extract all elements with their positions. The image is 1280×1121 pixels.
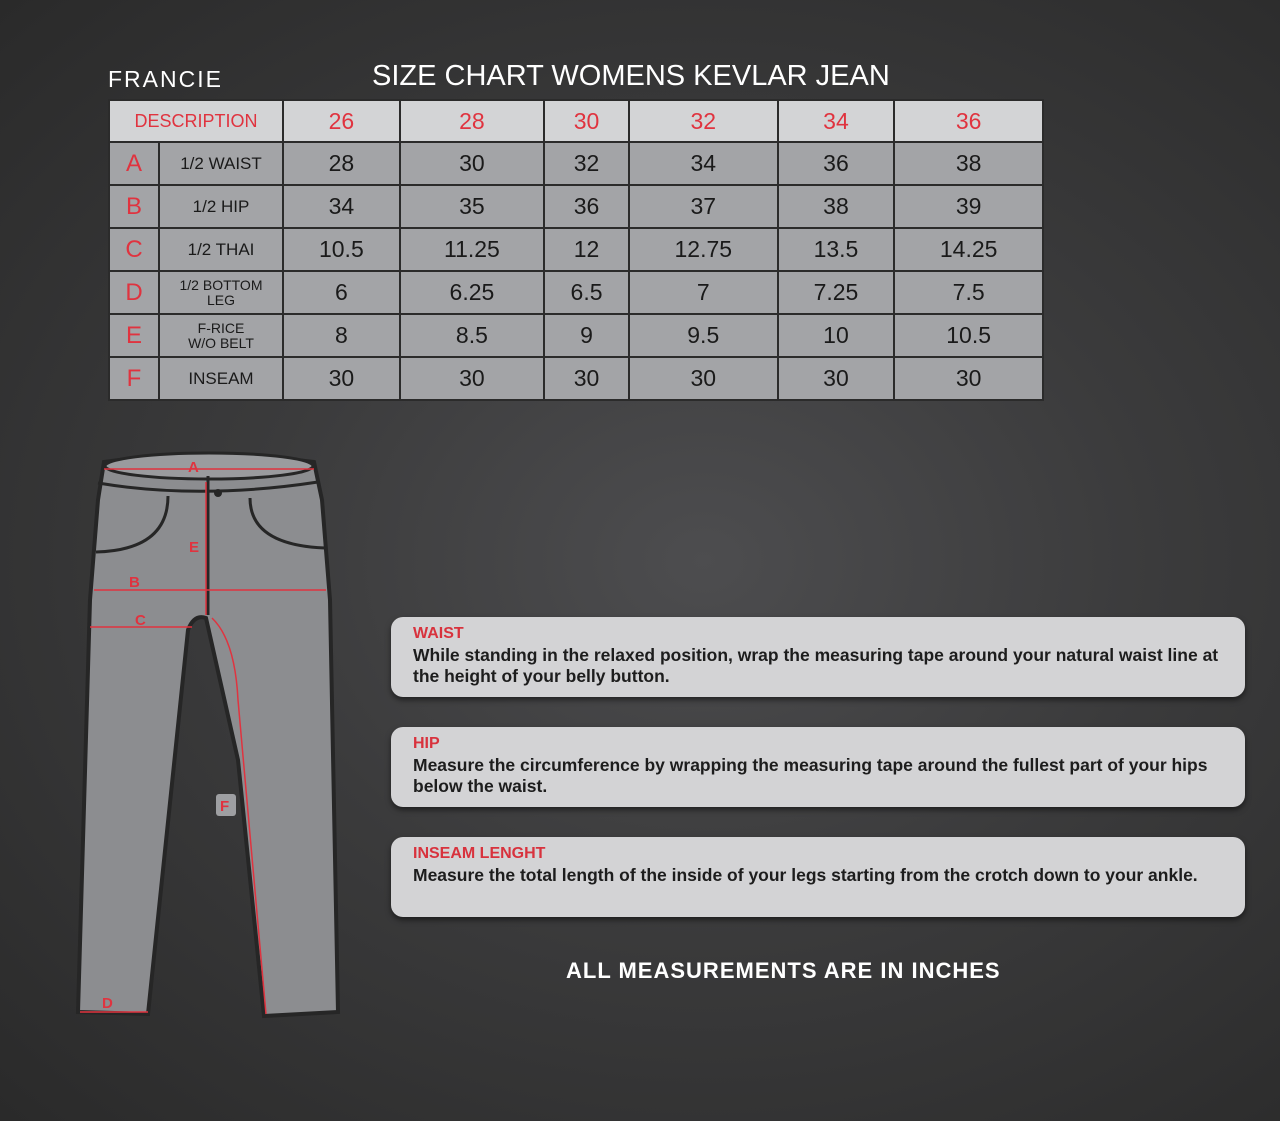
size-header: 36: [894, 100, 1043, 142]
info-text: Measure the total length of the inside of your legs starting from the crotch down to your ankle.: [413, 865, 1198, 885]
size-value-cell: 36: [544, 185, 629, 228]
size-value-cell: 14.25: [894, 228, 1043, 271]
label-e: E: [189, 539, 200, 556]
row-label: 1/2 WAIST: [159, 142, 283, 185]
row-label: INSEAM: [159, 357, 283, 400]
button-icon: [214, 489, 222, 497]
label-b: B: [129, 574, 140, 591]
size-value-cell: 28: [283, 142, 400, 185]
label-c: C: [135, 612, 146, 629]
row-label: 1/2 HIP: [159, 185, 283, 228]
size-value-cell: 30: [283, 357, 400, 400]
row-letter: E: [109, 314, 159, 357]
size-value-cell: 10.5: [283, 228, 400, 271]
label-a: A: [188, 459, 199, 476]
size-value-cell: 36: [778, 142, 895, 185]
size-value-cell: 10.5: [894, 314, 1043, 357]
info-text: While standing in the relaxed position, wrap the measuring tape around your natural waist line at the height of your belly button.: [413, 645, 1219, 686]
size-value-cell: 30: [778, 357, 895, 400]
row-label: F-RICE W/O BELT: [159, 314, 283, 357]
size-value-cell: 30: [629, 357, 778, 400]
size-value-cell: 7.25: [778, 271, 895, 314]
size-value-cell: 30: [400, 142, 544, 185]
row-label: 1/2 THAI: [159, 228, 283, 271]
row-letter: C: [109, 228, 159, 271]
info-box-inseam: [391, 837, 1245, 917]
size-value-cell: 11.25: [400, 228, 544, 271]
size-value-cell: 39: [894, 185, 1043, 228]
size-value-cell: 38: [778, 185, 895, 228]
row-letter: F: [109, 357, 159, 400]
size-value-cell: 8: [283, 314, 400, 357]
size-value-cell: 6: [283, 271, 400, 314]
size-value-cell: 6.25: [400, 271, 544, 314]
info-title: WAIST: [413, 625, 464, 642]
waistband: [105, 453, 313, 479]
brand-logo: FRANCIE: [108, 66, 223, 92]
size-value-cell: 13.5: [778, 228, 895, 271]
size-header: 28: [400, 100, 544, 142]
description-header: DESCRIPTION: [109, 100, 283, 142]
units-note: ALL MEASUREMENTS ARE IN INCHES: [566, 958, 1001, 983]
info-text: Measure the circumference by wrapping the measuring tape around the fullest part of your hips below the waist.: [413, 755, 1208, 796]
size-value-cell: 6.5: [544, 271, 629, 314]
size-value-cell: 12.75: [629, 228, 778, 271]
size-value-cell: 32: [544, 142, 629, 185]
info-box-waist: [391, 617, 1245, 697]
info-title: INSEAM LENGHT: [413, 845, 546, 862]
size-value-cell: 35: [400, 185, 544, 228]
size-header: 26: [283, 100, 400, 142]
label-d: D: [102, 995, 113, 1012]
size-value-cell: 30: [400, 357, 544, 400]
page-title: SIZE CHART WOMENS KEVLAR JEAN: [372, 60, 890, 92]
row-label: 1/2 BOTTOM LEG: [159, 271, 283, 314]
size-header: 34: [778, 100, 895, 142]
size-value-cell: 12: [544, 228, 629, 271]
size-value-cell: 7: [629, 271, 778, 314]
size-header: 32: [629, 100, 778, 142]
size-value-cell: 7.5: [894, 271, 1043, 314]
size-value-cell: 37: [629, 185, 778, 228]
size-header: 30: [544, 100, 629, 142]
size-value-cell: 30: [894, 357, 1043, 400]
info-box-hip: [391, 727, 1245, 807]
row-letter: A: [109, 142, 159, 185]
row-letter: B: [109, 185, 159, 228]
size-value-cell: 9: [544, 314, 629, 357]
label-f: F: [220, 798, 230, 815]
size-value-cell: 38: [894, 142, 1043, 185]
row-letter: D: [109, 271, 159, 314]
size-value-cell: 9.5: [629, 314, 778, 357]
size-value-cell: 34: [629, 142, 778, 185]
size-value-cell: 34: [283, 185, 400, 228]
info-title: HIP: [413, 735, 440, 752]
size-value-cell: 10: [778, 314, 895, 357]
size-value-cell: 8.5: [400, 314, 544, 357]
size-value-cell: 30: [544, 357, 629, 400]
